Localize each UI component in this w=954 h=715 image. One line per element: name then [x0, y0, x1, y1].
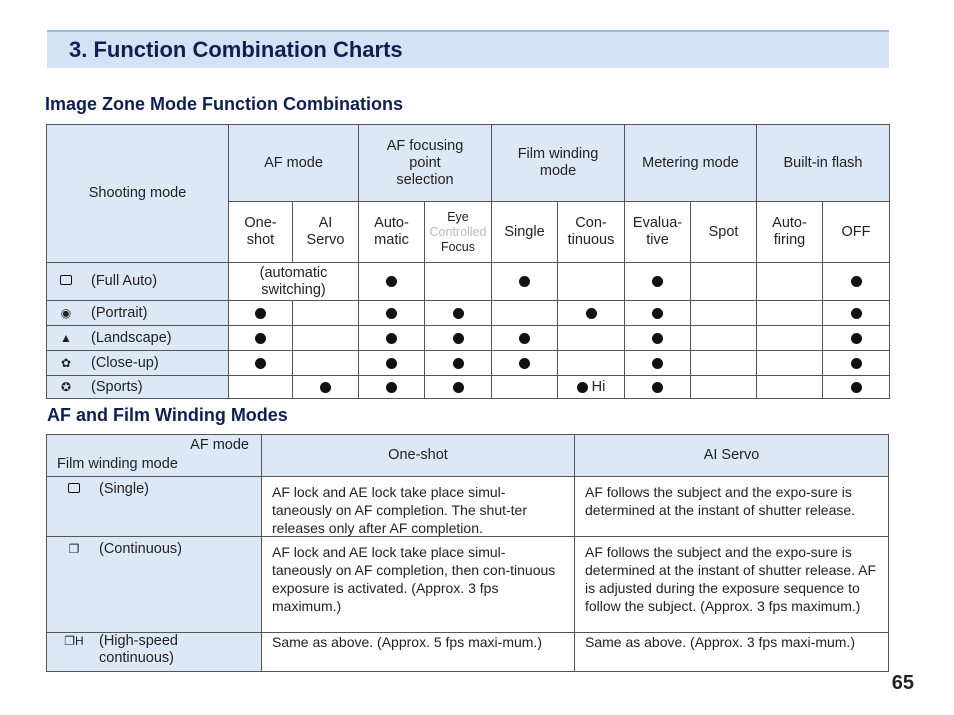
table-cell — [690, 350, 756, 375]
table-cell — [292, 300, 358, 325]
dot — [386, 333, 397, 344]
hi-label: Hi — [591, 378, 606, 395]
table-cell — [756, 325, 822, 350]
table-cell — [756, 262, 822, 300]
table-cell — [557, 300, 624, 325]
image-zone-table — [46, 124, 890, 399]
dot — [586, 308, 597, 319]
close-up-icon: ✿ — [60, 355, 72, 370]
single-one-shot-desc: AF lock and AE lock take place simul-taneously on AF completion. The shut-ter releases only after AF completion. — [261, 476, 574, 536]
dot — [386, 276, 397, 287]
header-shooting-mode: Shooting mode — [46, 124, 228, 262]
header-one-shot-col: One-shot — [261, 434, 574, 476]
header-eye-controlled: Eye Controlled Focus — [424, 201, 491, 262]
table-cell — [292, 350, 358, 375]
header-ai-servo-col: AI Servo — [574, 434, 888, 476]
dot — [851, 308, 862, 319]
single-frame-icon — [61, 481, 87, 498]
continuous-one-shot-desc: AF lock and AE lock take place simul-taneously on AF completion, then con-tinuous exposure is activated. (Approx. 3 fps maximum.) — [261, 536, 574, 632]
table-cell — [491, 350, 557, 375]
page-title: 3. Function Combination Charts — [69, 37, 403, 62]
header-af-mode: AF mode — [228, 124, 358, 201]
table-cell — [624, 262, 690, 300]
table-cell — [756, 300, 822, 325]
row-single-label: (Single) — [46, 476, 261, 536]
sports-icon: ✪ — [60, 379, 72, 394]
table-cell — [624, 375, 690, 398]
dot — [386, 358, 397, 369]
title-banner — [47, 30, 889, 68]
table-cell — [690, 300, 756, 325]
table-cell — [690, 375, 756, 398]
high-speed-icon: ❐H — [64, 634, 84, 648]
table-cell — [557, 325, 624, 350]
table-cell — [822, 325, 889, 350]
header-af-focusing: AF focusing point selection — [358, 124, 491, 201]
table-cell — [822, 350, 889, 375]
table-cell — [624, 350, 690, 375]
dot — [519, 358, 530, 369]
row-close-up-label: ✿ (Close-up) — [46, 350, 228, 375]
section-heading-image-zone: Image Zone Mode Function Combinations — [45, 94, 403, 114]
table-cell — [292, 325, 358, 350]
high-speed-one-shot-desc: Same as above. (Approx. 5 fps maxi-mum.) — [261, 632, 574, 671]
row-sports-label: ✪ (Sports) — [46, 375, 228, 398]
table-cell — [557, 262, 624, 300]
table-cell — [822, 375, 889, 398]
dot — [851, 382, 862, 393]
header-evaluative: Evalua-tive — [624, 201, 690, 262]
header-spot: Spot — [690, 201, 756, 262]
row-high-speed-label: ❐H (High-speed continuous) — [46, 632, 261, 671]
table-cell — [624, 300, 690, 325]
dot — [453, 382, 464, 393]
auto-switching-cell: (automatic switching) — [228, 262, 358, 300]
table-cell — [358, 350, 424, 375]
table-cell — [228, 325, 292, 350]
table-cell — [358, 325, 424, 350]
table-cell — [491, 375, 557, 398]
dot — [453, 308, 464, 319]
header-continuous: Con-tinuous — [557, 201, 624, 262]
header-off: OFF — [822, 201, 889, 262]
table-cell — [822, 300, 889, 325]
table-cell — [690, 325, 756, 350]
dot — [255, 308, 266, 319]
table-cell — [624, 325, 690, 350]
dot — [453, 358, 464, 369]
header-ai-servo: AI Servo — [292, 201, 358, 262]
dot — [386, 382, 397, 393]
row-full-auto-label: (Full Auto) — [46, 262, 228, 300]
dot — [652, 276, 663, 287]
row-landscape-label: ▲ (Landscape) — [46, 325, 228, 350]
table-cell — [424, 300, 491, 325]
table-cell — [557, 375, 624, 398]
table-cell — [358, 375, 424, 398]
table-cell — [822, 262, 889, 300]
dot — [320, 382, 331, 393]
single-ai-servo-desc: AF follows the subject and the expo-sure is determined at the instant of shutter release. — [574, 476, 888, 536]
dot — [851, 276, 862, 287]
header-diagonal: AF mode Film winding mode — [46, 434, 261, 476]
dot — [851, 358, 862, 369]
dot — [255, 358, 266, 369]
row-continuous-label: ❐ (Continuous) — [46, 536, 261, 632]
header-one-shot: One-shot — [228, 201, 292, 262]
dot — [577, 382, 588, 393]
header-auto-firing: Auto-firing — [756, 201, 822, 262]
table-cell — [491, 300, 557, 325]
table-cell — [491, 325, 557, 350]
full-auto-icon — [53, 273, 79, 290]
table-cell — [228, 375, 292, 398]
dot — [255, 333, 266, 344]
af-film-table — [46, 434, 889, 672]
header-automatic: Auto-matic — [358, 201, 424, 262]
row-portrait-label: ◉ (Portrait) — [46, 300, 228, 325]
page-number: 65 — [891, 672, 914, 694]
table-cell — [228, 300, 292, 325]
header-single: Single — [491, 201, 557, 262]
continuous-icon: ❐ — [68, 542, 80, 556]
landscape-icon: ▲ — [60, 330, 72, 345]
dot — [851, 333, 862, 344]
table-cell — [557, 350, 624, 375]
dot — [652, 358, 663, 369]
table-cell — [228, 350, 292, 375]
dot — [519, 276, 530, 287]
dot — [519, 333, 530, 344]
table-cell — [491, 262, 557, 300]
header-film-winding: Film winding mode — [491, 124, 624, 201]
table-cell — [756, 375, 822, 398]
header-flash: Built-in flash — [756, 124, 889, 201]
dot — [386, 308, 397, 319]
header-metering: Metering mode — [624, 124, 756, 201]
table-cell — [756, 350, 822, 375]
table-cell — [292, 375, 358, 398]
table-cell — [358, 300, 424, 325]
dot — [652, 382, 663, 393]
dot — [453, 333, 464, 344]
dot — [652, 333, 663, 344]
portrait-icon: ◉ — [60, 305, 72, 320]
table-cell — [424, 375, 491, 398]
high-speed-ai-servo-desc: Same as above. (Approx. 3 fps maxi-mum.) — [574, 632, 888, 671]
table-cell — [424, 262, 491, 300]
dot — [652, 308, 663, 319]
table-cell — [358, 262, 424, 300]
table-cell — [424, 325, 491, 350]
section-heading-af-film: AF and Film Winding Modes — [47, 405, 288, 425]
table-cell — [690, 262, 756, 300]
table-cell — [424, 350, 491, 375]
continuous-ai-servo-desc: AF follows the subject and the expo-sure is determined at the instant of shutter release. AF is adjusted during the exposure sequence to follow the subject. (Approx. 3 fps maximum.) — [574, 536, 888, 632]
